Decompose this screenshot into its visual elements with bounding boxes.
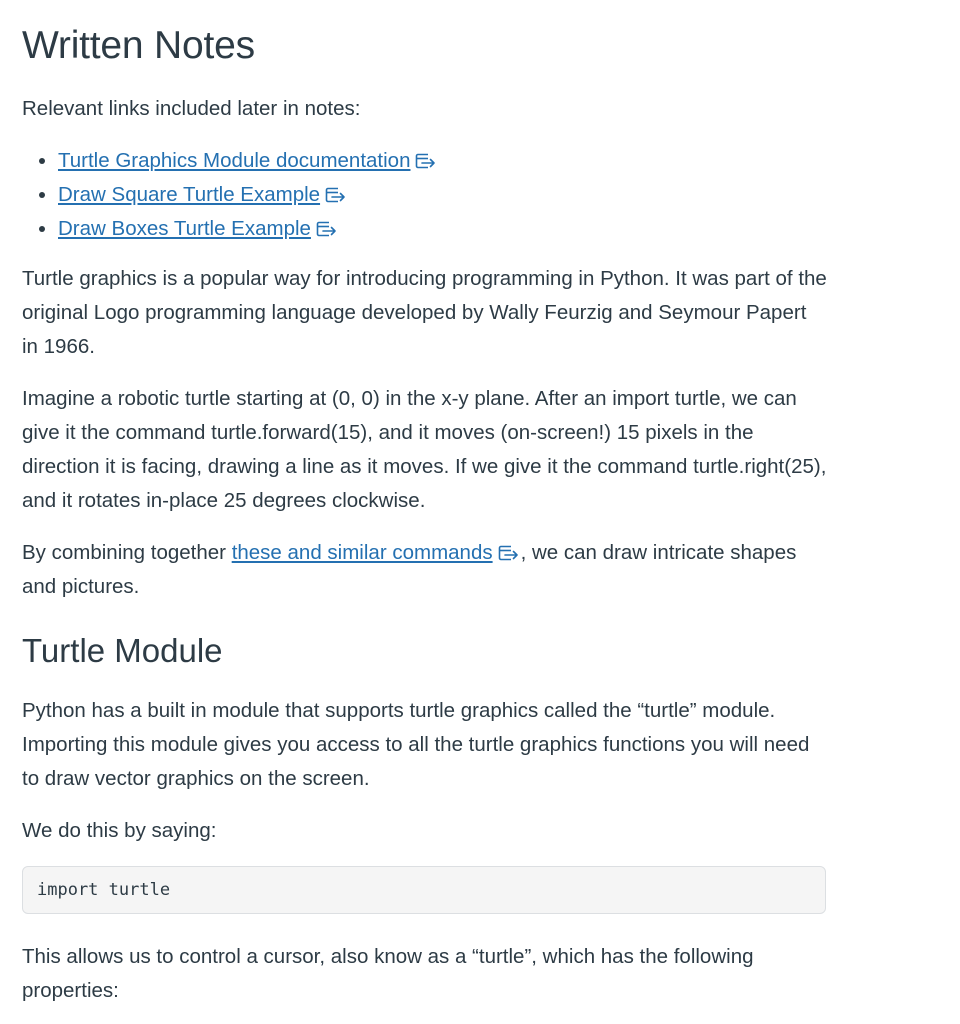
external-link-icon[interactable] — [315, 220, 339, 238]
intro-text: Relevant links included later in notes: — [22, 97, 361, 120]
paragraph-module: Python has a built in module that supports turtle graphics called the “turtle” module. Importing this module gives you access to all the turtle graphics functions you will need to draw vector graphics on the screen. — [22, 699, 810, 790]
list-item — [58, 212, 828, 246]
content-area — [22, 22, 828, 1008]
combining-text-after: , we can draw intricate shapes and pictures. — [22, 541, 797, 598]
external-link-icon[interactable] — [497, 544, 521, 562]
list-item — [58, 144, 828, 178]
link-draw-square[interactable]: Draw Square Turtle Example — [58, 183, 321, 206]
page-title: Written Notes — [22, 24, 255, 67]
paragraph-commands: Imagine a robotic turtle starting at (0, 0) in the x-y plane. After an import turtle, we can give it the command turtle.forward(15), and it moves (on-screen!) 15 pixels in the direction it is facing, drawing a line as it moves. If we give it the command turtle.right(25), and it rotates in-place 25 degrees clockwise. — [22, 387, 827, 512]
external-link-icon[interactable] — [414, 152, 438, 170]
code-block: import turtle — [22, 866, 826, 914]
external-link-icon[interactable] — [324, 186, 348, 204]
combining-text-before: By combining together — [22, 541, 232, 564]
paragraph-history: Turtle graphics is a popular way for introducing programming in Python. It was part of the original Logo programming language developed by Wally Feurzig and Seymour Papert in 1966. — [22, 267, 827, 358]
links-list — [22, 144, 828, 246]
paragraph-combining — [22, 536, 828, 604]
link-draw-boxes[interactable]: Draw Boxes Turtle Example — [58, 217, 311, 240]
link-turtle-docs[interactable]: Turtle Graphics Module documentation — [58, 149, 411, 172]
link-similar-commands[interactable]: these and similar commands — [231, 541, 493, 564]
paragraph-properties: This allows us to control a cursor, also know as a “turtle”, which has the following properties: — [22, 945, 754, 1002]
list-item — [58, 178, 828, 212]
paragraph-saying: We do this by saying: — [22, 819, 217, 842]
section-title: Turtle Module — [22, 632, 223, 669]
